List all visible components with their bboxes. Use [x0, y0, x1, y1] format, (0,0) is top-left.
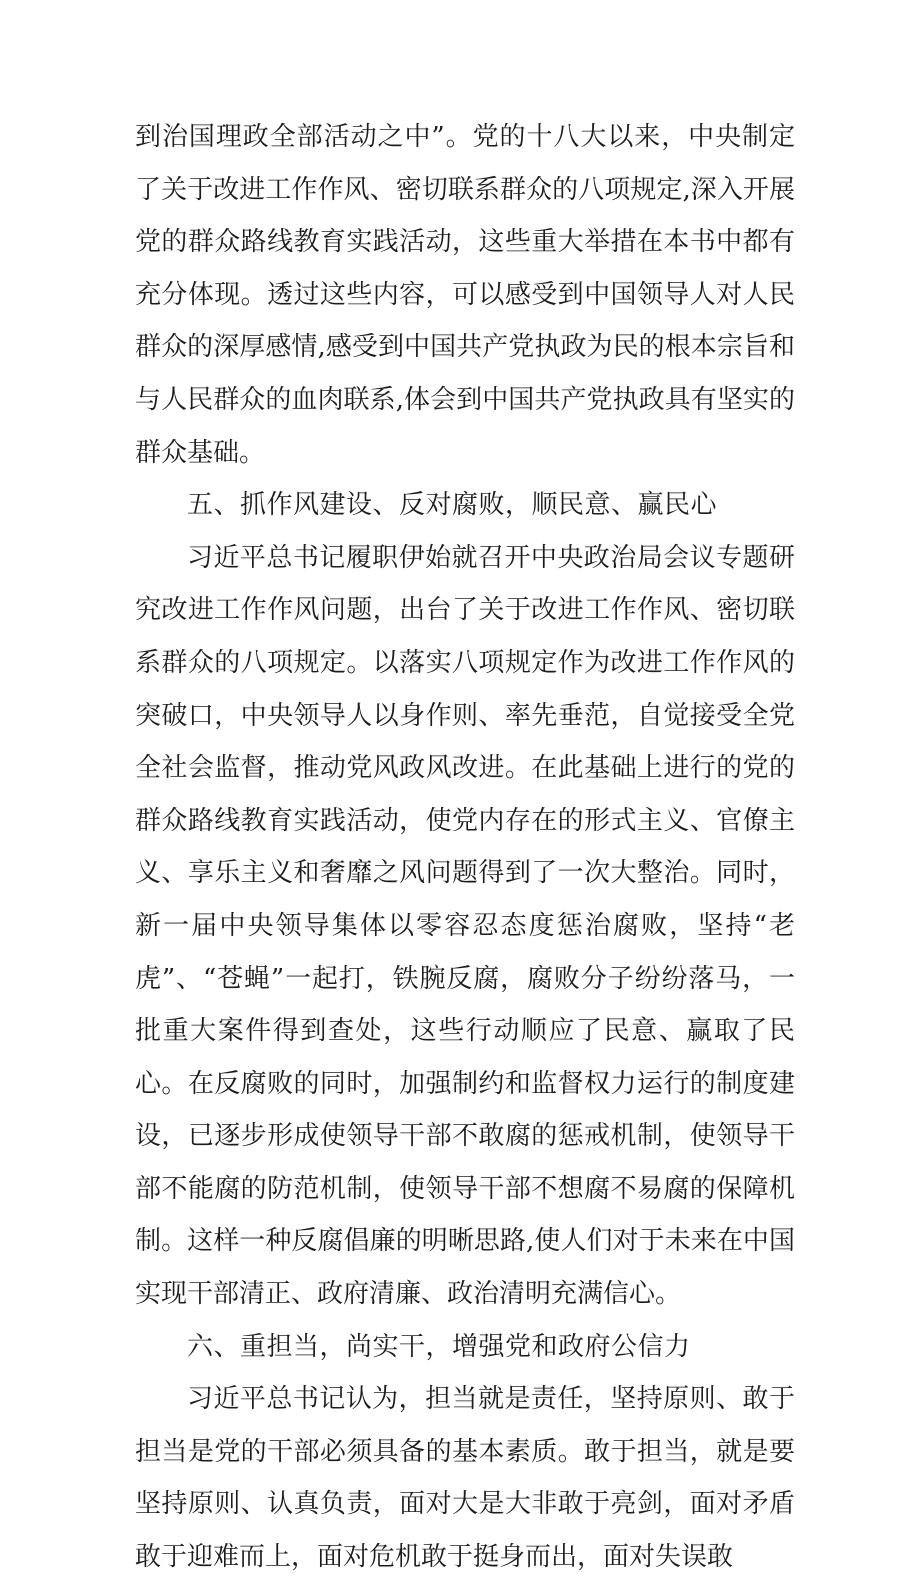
- paragraph-section-six: 习近平总书记认为，担当就是责任，坚持原则、敢于担当是党的干部必须具备的基本素质。敢于担当，就是要坚持原则、认真负责，面对大是大非敢于亮剑，面对矛盾敢于迎难而上，面对危机敢于挺身而出，面对失误敢: [135, 1384, 795, 1573]
- paragraph-section-five: 习近平总书记履职伊始就召开中央政治局会议专题研究改进工作作风问题，出台了关于改进工作作风、密切联系群众的八项规定。以落实八项规定作为改进工作作风的突破口，中央领导人以身作则、率先垂范，自觉接受全党全社会监督，推动党风政风改进。在此基础上进行的党的群众路线教育实践活动，使党内存在的形式主义、官僚主义、享乐主义和奢靡之风问题得到了一次大整治。同时，新一届中央领导集体以零容忍态度惩治腐败，坚持“老虎”、“苍蝇”一起打，铁腕反腐，腐败分子纷纷落马，一批重大案件得到查处，这些行动顺应了民意、赢取了民心。在反腐败的同时，加强制约和监督权力运行的制度建设，已逐步形成使领导干部不敢腐的惩戒机制，使领导干部不能腐的防范机制，使领导干部不想腐不易腐的保障机制。这样一种反腐倡廉的明晰思路,使人们对于未来在中国实现干部清正、政府清廉、政治清明充满信心。: [135, 542, 795, 1310]
- section-heading-six: 六、重担当，尚实干，增强党和政府公信力: [187, 1331, 691, 1362]
- document-body: [135, 111, 795, 1584]
- paragraph-continuation: 到治国理政全部活动之中”。党的十八大以来，中央制定了关于改进工作作风、密切联系群众的八项规定,深入开展党的群众路线教育实践活动，这些重大举措在本书中都有充分体现。透过这些内容，可以感受到中国领导人对人民群众的深厚感情,感受到中国共产党执政为民的根本宗旨和与人民群众的血肉联系,体会到中国共产党执政具有坚实的群众基础。: [135, 122, 795, 468]
- section-heading-five: 五、抓作风建设、反对腐败，顺民意、赢民心: [187, 490, 718, 521]
